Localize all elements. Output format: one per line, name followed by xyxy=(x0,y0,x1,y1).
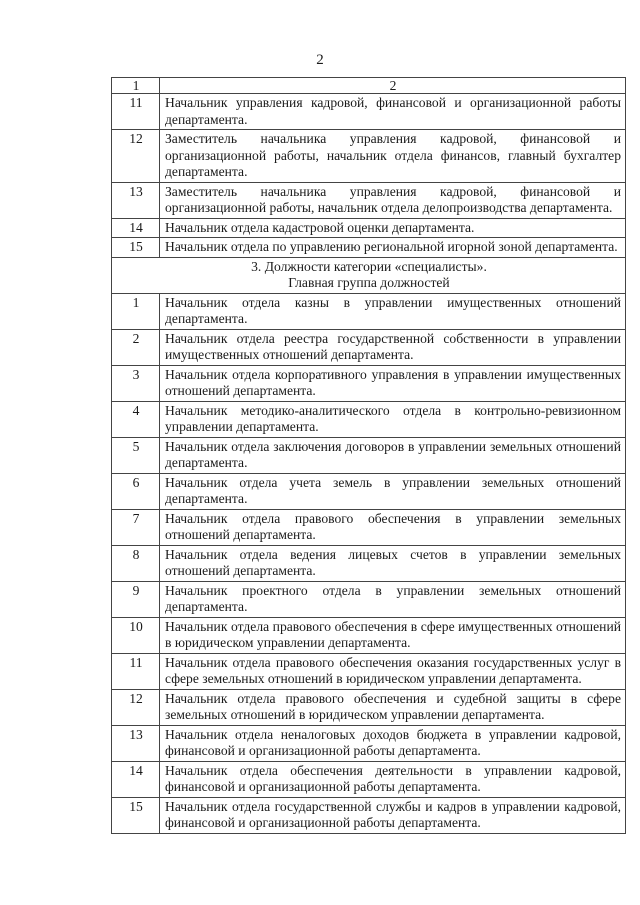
position-title: Заместитель начальника управления кадровой, финансовой и организационной работы, начальник отдела финансов, главный бухгалтер департамента. xyxy=(160,130,626,183)
row-number: 12 xyxy=(112,689,160,725)
position-title: Начальник отдела казны в управлении имущественных отношений департамента. xyxy=(160,293,626,329)
row-number: 2 xyxy=(112,329,160,365)
position-title: Начальник отдела заключения договоров в управлении земельных отношений департамента. xyxy=(160,437,626,473)
position-title: Начальник методико-аналитического отдела в контрольно-ревизионном управлении департамента. xyxy=(160,401,626,437)
row-number: 11 xyxy=(112,94,160,130)
row-number: 6 xyxy=(112,473,160,509)
position-title: Начальник управления кадровой, финансовой и организационной работы департамента. xyxy=(160,94,626,130)
section-heading-row xyxy=(112,257,626,293)
table-row xyxy=(112,581,626,617)
position-title: Начальник отдела правового обеспечения оказания государственных услуг в сфере земельных отношений в юридическом управлении департамента. xyxy=(160,653,626,689)
table-row xyxy=(112,365,626,401)
table-row xyxy=(112,725,626,761)
row-number: 5 xyxy=(112,437,160,473)
table-row xyxy=(112,545,626,581)
row-number: 12 xyxy=(112,130,160,183)
table-row xyxy=(112,653,626,689)
position-title: Начальник отдела корпоративного управления в управлении имущественных отношений департамента. xyxy=(160,365,626,401)
position-title: Начальник отдела кадастровой оценки департамента. xyxy=(160,218,626,238)
row-number: 13 xyxy=(112,182,160,218)
table-row xyxy=(112,401,626,437)
row-number: 7 xyxy=(112,509,160,545)
position-title: Начальник отдела по управлению региональной игорной зоной департамента. xyxy=(160,238,626,258)
row-number: 1 xyxy=(112,293,160,329)
position-title: Заместитель начальника управления кадровой, финансовой и организационной работы, начальник отдела делопроизводства департамента. xyxy=(160,182,626,218)
column-header-row xyxy=(112,78,626,94)
position-title: Начальник отдела государственной службы и кадров в управлении кадровой, финансовой и организационной работы департамента. xyxy=(160,797,626,833)
position-title: Начальник отдела учета земель в управлении земельных отношений департамента. xyxy=(160,473,626,509)
positions-table-body xyxy=(112,78,626,834)
column-header-title: 2 xyxy=(160,78,626,94)
table-row xyxy=(112,130,626,183)
position-title: Начальник отдела правового обеспечения и судебной защиты в сфере земельных отношений в юридическом управлении департамента. xyxy=(160,689,626,725)
position-title: Начальник отдела правового обеспечения в сфере имущественных отношений в юридическом управлении департамента. xyxy=(160,617,626,653)
table-row xyxy=(112,94,626,130)
row-number: 8 xyxy=(112,545,160,581)
table-row xyxy=(112,218,626,238)
table-row xyxy=(112,182,626,218)
row-number: 9 xyxy=(112,581,160,617)
position-title: Начальник отдела ведения лицевых счетов в управлении земельных отношений департамента. xyxy=(160,545,626,581)
table-row xyxy=(112,329,626,365)
section-title: 3. Должности категории «специалисты». xyxy=(251,258,487,274)
row-number: 14 xyxy=(112,218,160,238)
row-number: 10 xyxy=(112,617,160,653)
section-heading xyxy=(112,257,626,293)
row-number: 15 xyxy=(112,238,160,258)
position-title: Начальник отдела реестра государственной собственности в управлении имущественных отношений департамента. xyxy=(160,329,626,365)
column-header-number: 1 xyxy=(112,78,160,94)
table-row xyxy=(112,617,626,653)
position-title: Начальник отдела неналоговых доходов бюджета в управлении кадровой, финансовой и организационной работы департамента. xyxy=(160,725,626,761)
row-number: 11 xyxy=(112,653,160,689)
table-row xyxy=(112,689,626,725)
row-number: 15 xyxy=(112,797,160,833)
table-row xyxy=(112,509,626,545)
page-number: 2 xyxy=(316,52,324,68)
row-number: 13 xyxy=(112,725,160,761)
table-row xyxy=(112,293,626,329)
position-title: Начальник проектного отдела в управлении земельных отношений департамента. xyxy=(160,581,626,617)
table-row xyxy=(112,437,626,473)
row-number: 4 xyxy=(112,401,160,437)
table-row xyxy=(112,473,626,509)
table-row xyxy=(112,238,626,258)
section-subtitle: Главная группа должностей xyxy=(288,275,450,290)
row-number: 3 xyxy=(112,365,160,401)
table-row xyxy=(112,797,626,833)
positions-table xyxy=(111,77,626,834)
position-title: Начальник отдела правового обеспечения в управлении земельных отношений департамента. xyxy=(160,509,626,545)
row-number: 14 xyxy=(112,761,160,797)
position-title: Начальник отдела обеспечения деятельности в управлении кадровой, финансовой и организационной работы департамента. xyxy=(160,761,626,797)
table-row xyxy=(112,761,626,797)
